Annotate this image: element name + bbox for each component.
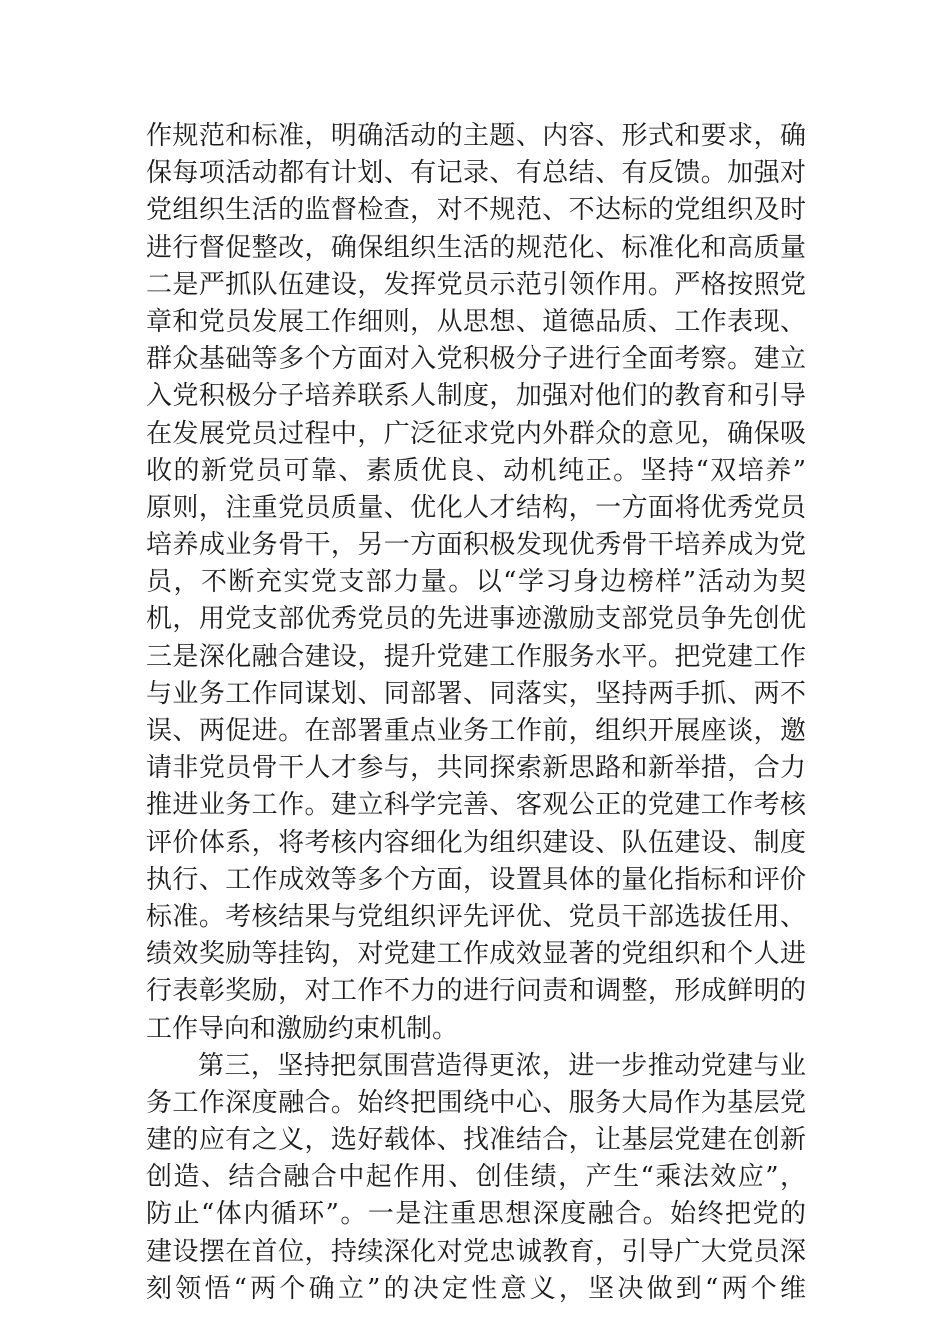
text-line: 建的应有之义，选好载体、找准结合，让基层党建在创新 [146, 1125, 806, 1156]
text-line: 执行、工作成效等多个方面，设置具体的量化指标和评价 [146, 864, 806, 895]
text-line: 作规范和标准，明确活动的主题、内容、形式和要求，确 [146, 121, 806, 151]
text-line: 创造、结合融合中起作用、创佳绩，产生“乘法效应”， [146, 1162, 806, 1193]
text-line: 防止“体内循环”。一是注重思想深度融合。始终把党的 [146, 1199, 806, 1230]
text-line: 培养成业务骨干，另一方面积极发现优秀骨干培养成为党 [146, 530, 806, 561]
text-line: 与业务工作同谋划、同部署、同落实，坚持两手抓、两不 [146, 678, 806, 709]
text-line: 刻领悟“两个确立”的决定性意义，坚决做到“两个维 [146, 1273, 806, 1304]
text-line: 党组织生活的监督检查，对不规范、不达标的党组织及时 [146, 195, 806, 226]
text-line: 评价体系，将考核内容细化为组织建设、队伍建设、制度 [146, 827, 806, 858]
body-text [146, 118, 806, 1308]
text-line: 第三，坚持把氛围营造得更浓，进一步推动党建与业 [198, 1050, 806, 1081]
text-line: 入党积极分子培养联系人制度，加强对他们的教育和引导 [146, 381, 806, 412]
text-line: 在发展党员过程中，广泛征求党内外群众的意见，确保吸 [146, 418, 806, 449]
text-line: 原则，注重党员质量、优化人才结构，一方面将优秀党员 [146, 492, 806, 523]
text-line: 二是严抓队伍建设，发挥党员示范引领作用。严格按照党 [146, 269, 806, 300]
text-line: 标准。考核结果与党组织评先评优、党员干部选拔任用、 [146, 901, 806, 932]
text-line: 机，用党支部优秀党员的先进事迹激励支部党员争先创优 [146, 604, 806, 635]
text-line: 请非党员骨干人才参与，共同探索新思路和新举措，合力 [146, 753, 806, 784]
text-line: 章和党员发展工作细则，从思想、道德品质、工作表现、 [146, 306, 806, 337]
text-line: 绩效奖励等挂钩，对党建工作成效显著的党组织和个人进 [146, 939, 806, 970]
text-line: 进行督促整改，确保组织生活的规范化、标准化和高质量 [146, 232, 806, 263]
text-line: 建设摆在首位，持续深化对党忠诚教育，引导广大党员深 [146, 1236, 806, 1267]
text-line: 群众基础等多个方面对入党积极分子进行全面考察。建立 [146, 344, 806, 375]
text-line: 误、两促进。在部署重点业务工作前，组织开展座谈，邀 [146, 716, 806, 746]
text-line: 员，不断充实党支部力量。以“学习身边榜样”活动为契 [146, 567, 806, 598]
text-line: 收的新党员可靠、素质优良、动机纯正。坚持“双培养” [146, 455, 806, 486]
text-line: 工作导向和激励约束机制。 [146, 1013, 459, 1044]
text-line: 三是深化融合建设，提升党建工作服务水平。把党建工作 [146, 641, 806, 672]
text-line: 推进业务工作。建立科学完善、客观公正的党建工作考核 [146, 790, 806, 821]
text-line: 务工作深度融合。始终把围绕中心、服务大局作为基层党 [146, 1087, 806, 1118]
text-line: 保每项活动都有计划、有记录、有总结、有反馈。加强对 [146, 158, 806, 189]
text-line: 行表彰奖励，对工作不力的进行问责和调整，形成鲜明的 [146, 976, 806, 1007]
